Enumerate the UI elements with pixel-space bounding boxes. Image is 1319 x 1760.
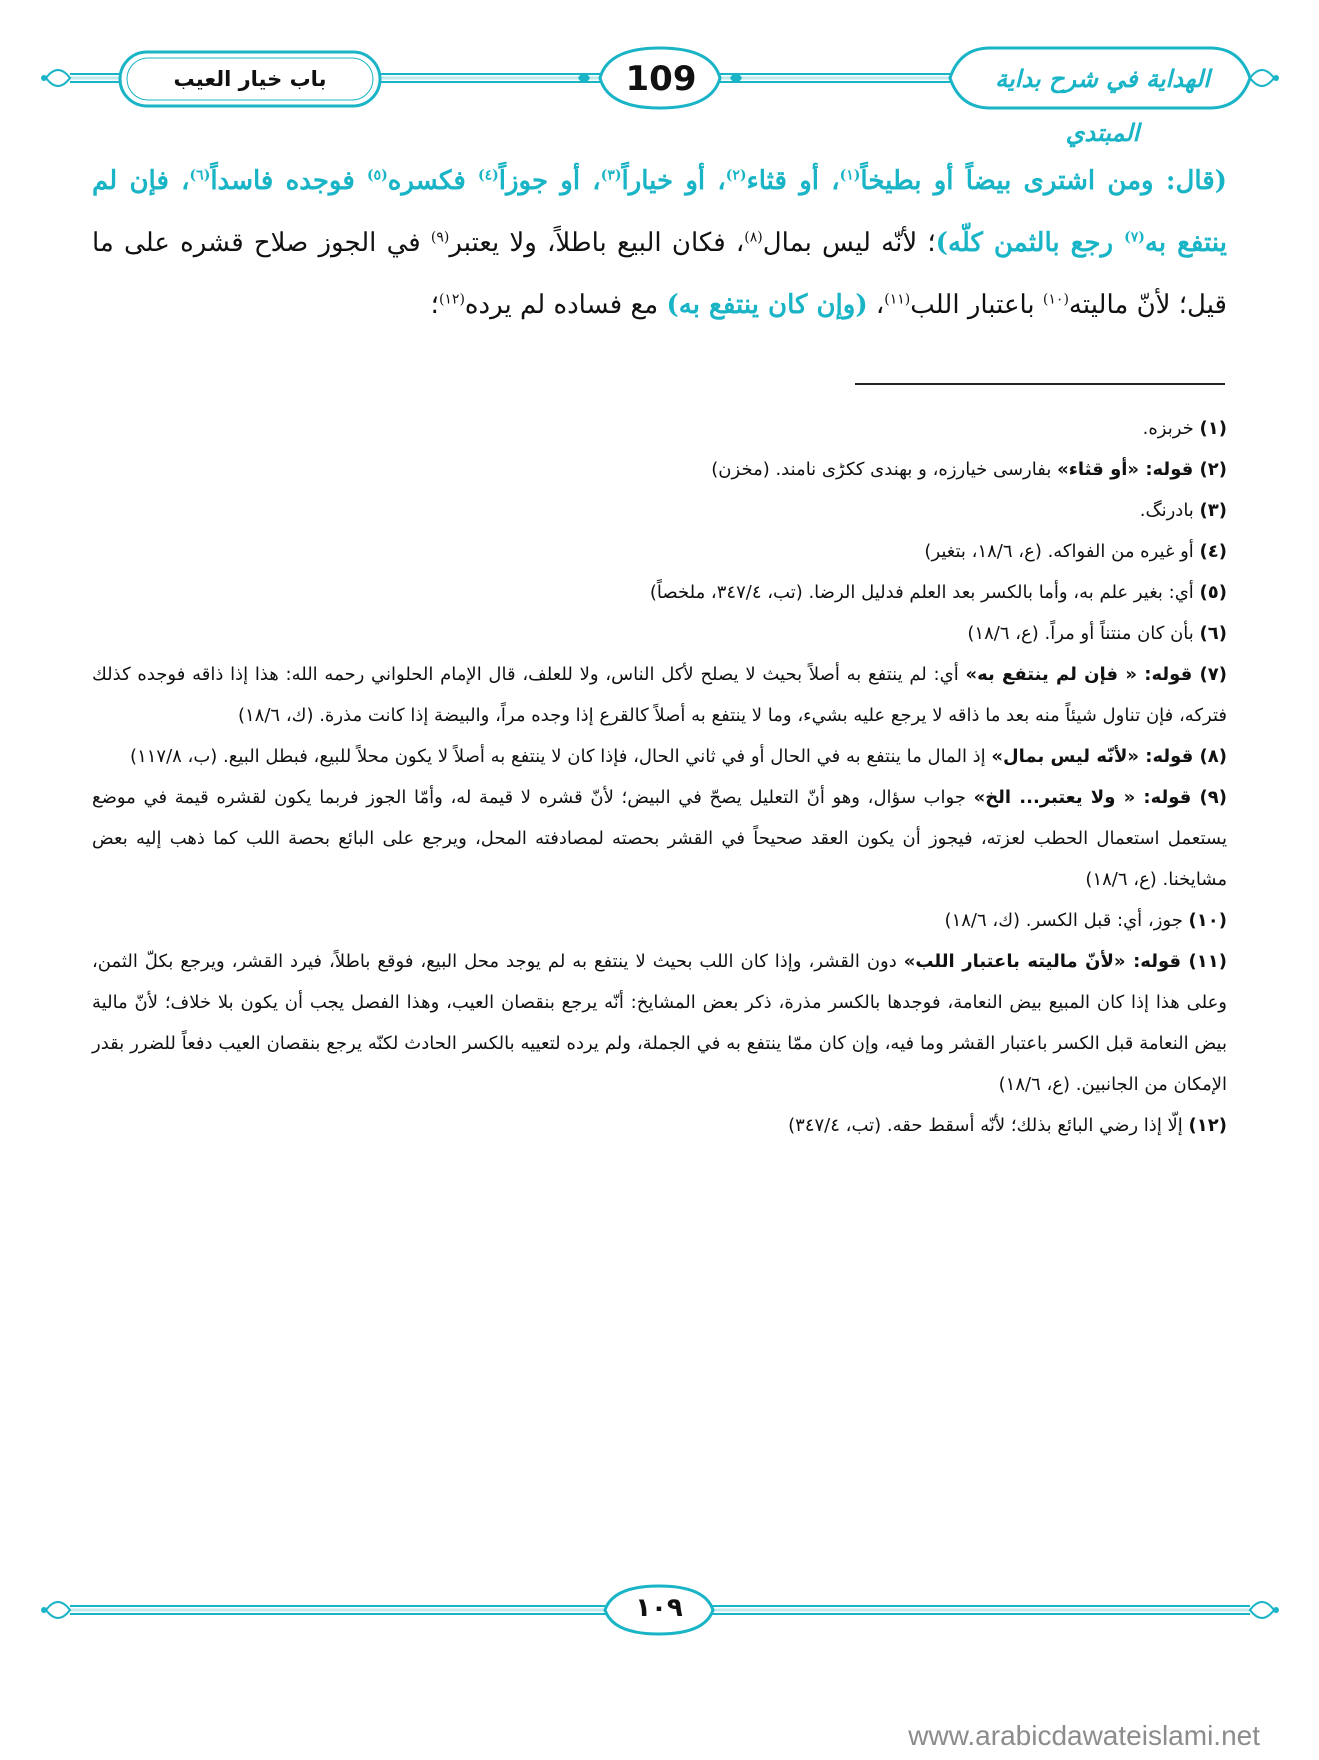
chapter-title: باب خيار العيب xyxy=(173,67,327,91)
commentary-text: باعتبار اللب xyxy=(910,290,1043,320)
note-ref: (١١) xyxy=(884,291,911,308)
footnote-item xyxy=(92,900,1227,941)
footnote-text: دون القشر، وإذا كان اللب بحيث لا ينتفع به لم يوجد محل البيع، فوقع باطلاً، فيرد القشر، ويرجع بكلّ الثمن، وعلى هذا إذا كان المبيع بيض النعامة، فوجدها بالكسر مذرة، ذكر بعض المشايخ: أنّه يرجع بنقصان العيب، وهذا الفصل يجب أن يكون بلا خلاف؛ لأنّ مالية بيض النعامة قبل الكسر باعتبار القشر وما فيه، وإن كان ممّا ينتفع به في الجملة، ولم يرده لتعييه بالكسر الحادث لكنّه يرجع بنقصان العيب دفعاً للضرر بقدر الإمكان من الجانبين. (ع، ١٨/٦) xyxy=(92,951,1227,1095)
note-ref: (٤) xyxy=(477,167,499,184)
footnote-item xyxy=(92,1105,1227,1146)
footnote-item xyxy=(92,490,1227,531)
footnote-keyword: قوله: «أو قثاء» xyxy=(1057,459,1200,480)
footnote-text: بادرنگ. xyxy=(1139,500,1200,521)
footnote-number: (١٠) xyxy=(1188,910,1227,931)
commentary-text: ، فكان البيع باطلاً، ولا يعتبر xyxy=(449,228,745,258)
footnote-number: (٤) xyxy=(1199,541,1227,562)
quote-text: ، أو قثاء xyxy=(746,166,840,196)
footnote-item xyxy=(92,613,1227,654)
footnote-number: (٢) xyxy=(1199,459,1227,480)
main-text xyxy=(92,150,1227,336)
footnote-number: (٥) xyxy=(1199,582,1227,603)
footnote-text: أي: بغير علم به، وأما بالكسر بعد العلم فدليل الرضا. (تب، ٣٤٧/٤، ملخصاً) xyxy=(649,582,1200,603)
note-ref: (٨) xyxy=(744,229,763,246)
footnote-text: أي: لم ينتفع به أصلاً بحيث لا يصلح لأكل الناس، ولا للعلف، قال الإمام الحلواني رحمه الله: هذا إذا ذاقه فوجده كذلك فتركه، فإن تناول شيئاً منه بعد ما ذاقه لا يرجع عليه بشيء، وما لا ينتفع به أصلاً كالقرع إذا وجده مراً، والبيضة إذا كانت مذرة. (ك، ١٨/٦) xyxy=(92,664,1227,726)
footer-page-number: ١٠٩ xyxy=(635,1593,683,1623)
footnote-text: جوز، أي: قبل الكسر. (ك، ١٨/٦) xyxy=(944,910,1189,931)
footnote-item xyxy=(92,408,1227,449)
quote-text: (قال: ومن اشترى بيضاً أو بطيخاً xyxy=(860,166,1227,196)
footnote-item xyxy=(92,449,1227,490)
note-ref: (١٢) xyxy=(438,291,465,308)
footnote-keyword: قوله: « ولا يعتبر... الخ» xyxy=(973,787,1200,808)
footnotes-list xyxy=(92,408,1227,1146)
commentary-text: ؛ xyxy=(430,290,439,320)
note-ref: (١) xyxy=(839,167,861,184)
note-ref: (٣) xyxy=(600,167,622,184)
footnote-item xyxy=(92,572,1227,613)
website-watermark: www.arabicdawateislami.net xyxy=(908,1720,1260,1751)
header-page-number: 109 xyxy=(625,59,697,99)
note-ref: (٥) xyxy=(367,167,388,184)
quote-text: فوجده فاسداً xyxy=(210,166,368,196)
quote-text: (وإن كان ينتفع به) xyxy=(666,290,868,320)
footnote-number: (٣) xyxy=(1199,500,1227,521)
footnote-number: (٦) xyxy=(1199,623,1227,644)
book-title: الهداية في شرح بداية المبتدي xyxy=(995,64,1210,147)
quote-text: ، فإن لم ينتفع به xyxy=(92,166,1227,258)
footnote-number: (١١) xyxy=(1188,951,1227,972)
footnote-number: (٨) xyxy=(1199,746,1227,767)
footnote-number: (١) xyxy=(1199,418,1227,439)
footnote-keyword: قوله: «لأنّ ماليته باعتبار اللب» xyxy=(903,951,1189,972)
footnote-item xyxy=(92,736,1227,777)
footnote-keyword: قوله: «لأنّه ليس بمال» xyxy=(991,746,1200,767)
commentary-text: ، xyxy=(867,290,885,320)
note-ref: (٩) xyxy=(430,229,450,246)
footnote-text: بفارسی خيارزه، و بهندى ككڑى نامند. (مخزن) xyxy=(711,459,1058,480)
footnote-number: (٩) xyxy=(1199,787,1227,808)
commentary-text: في الجوز صلاح قشره على ما قيل؛ لأنّ ماليته xyxy=(92,228,1227,320)
quote-text: ، أو جوزاً xyxy=(498,166,601,196)
quote-text: فكسره xyxy=(387,166,478,196)
footnote-text: بأن كان منتناً أو مراً. (ع، ١٨/٦) xyxy=(967,623,1200,644)
footnote-number: (١٢) xyxy=(1188,1115,1227,1136)
footnote-item xyxy=(92,531,1227,572)
footnote-keyword: قوله: « فإن لم ينتفع به» xyxy=(965,664,1200,685)
quote-text: ، أو خياراً xyxy=(621,166,726,196)
footnote-text: جواب سؤال، وهو أنّ التعليل يصحّ في البيض؛ لأنّ قشره لا قيمة له، وأمّا الجوز فربما يكون لقشره قيمة في موضع يستعمل استعمال الحطب لعزته، فيجوز أن يكون العقد صحيحاً في القشر بحصته لمصادفته المحل، ويرجع على البائع بحصة اللب كما ذهب إليه بعض مشايخنا. (ع، ١٨/٦) xyxy=(92,787,1227,890)
note-ref: (١٠) xyxy=(1042,291,1069,308)
footnote-item xyxy=(92,654,1227,736)
note-ref: (٢) xyxy=(725,167,747,184)
footnote-divider xyxy=(855,383,1225,385)
footnote-number: (٧) xyxy=(1199,664,1227,685)
page-header xyxy=(0,0,1319,150)
footnote-text: أو غيره من الفواكه. (ع، ١٨/٦، بتغير) xyxy=(924,541,1200,562)
footnote-item xyxy=(92,777,1227,900)
footnote-text: إذ المال ما ينتفع به في الحال أو في ثاني الحال، فإذا كان لا ينتفع به أصلاً لا يكون محلاً للبيع، فبطل البيع. (ب، ١١٧/٨) xyxy=(130,746,992,767)
commentary-text: ؛ لأنّه ليس بمال xyxy=(762,228,936,258)
footnote-text: خربزه. xyxy=(1142,418,1200,439)
commentary-text: مع فساده لم يرده xyxy=(464,290,667,320)
footnote-text: إلّا إذا رضي البائع بذلك؛ لأنّه أسقط حقه. (تب، ٣٤٧/٤) xyxy=(788,1115,1189,1136)
note-ref: (٦) xyxy=(189,167,211,184)
quote-text: رجع بالثمن كلّه) xyxy=(935,228,1125,258)
footnote-item xyxy=(92,941,1227,1105)
note-ref: (٧) xyxy=(1124,229,1145,246)
